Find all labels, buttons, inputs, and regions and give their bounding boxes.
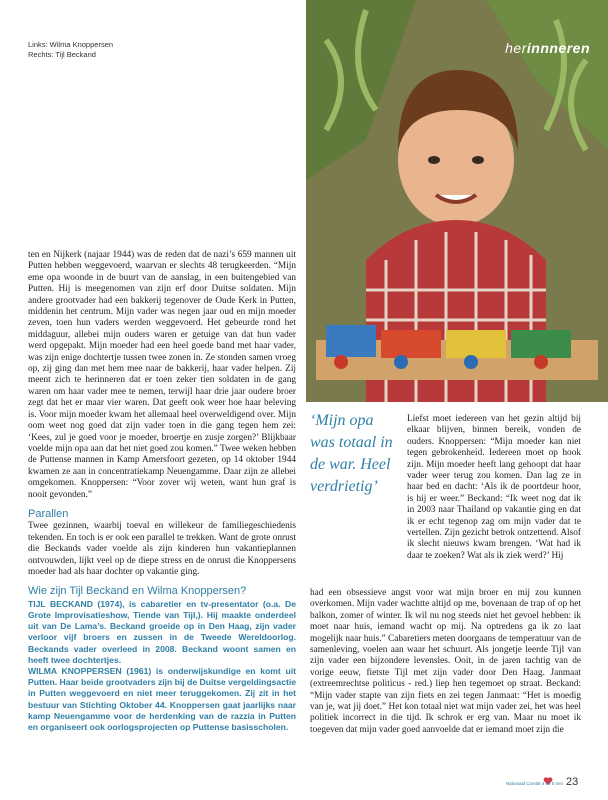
photo-caption <box>28 40 113 60</box>
article-right-column: Liefst moet iedereen van het gezin altijd bij elkaar blijven, binnen bereik, vonden de ouders. Knoppersen: “Mijn moeder kan niet tegen gebrokenheid. Iedereen moet op hook zijn. Mijn moeder heeft lang gehoopt dat haar vader weer terug zou komen. Dan lag ze in haar bed en dacht: ‘Als ik de poortdeur hoor, is hij er weer.” Beckand: “Ik weet nog dat ik in 2003 naar Thailand op vakantie ging en dat ik er echt tegenop zag om mijn vader dat te vertellen. Zijn gezicht betrok ontzettend. Alsof ik slecht nieuws kwam brengen. ‘Wat had ik daar te zoeken? Wat als ik ziek werd?’ Hij <box>407 414 581 561</box>
article-wide-column: had een obsessieve angst voor wat mijn broer en mij zou kunnen overkomen. Mijn vader wachtte altijd op me, bovenaan de trap of op het balkon, zomer of winter. Ik wil nu nog steeds niet het gevoel hebben: ik moet naar huis, iemand wacht op mij. Na optredens ga ik zo laat mogelijk naar huis.” Cabaretiers meten doorgaans de temperatuur van de samenleving, voelen aan waar het schuurt. Als jongetje leerde Tijl van zijn vader een bijzondere levensles. Ooit, in de jaren tachtig van de vorige eeuw, fietste Tijl met zijn vader door Den Haag. Janmaat (extreemrechtse politicus - red.) liep hen tegemoet op straat. Beckand: “Mijn vader stapte van zijn fiets en zei tegen Janmaat: “Het is moedig van je, wat jij doet.” Het kon totaal niet wat mijn vader zei, het was heel politiek incorrect in die tijd. Ik schrok er erg van. Maar nu moet ik toegeven dat mijn vader goed aanvoelde dat er iemand moet zijn die <box>310 588 581 735</box>
article-left-column <box>28 250 296 733</box>
section-label-bold: innneren <box>526 40 590 56</box>
subhead-bio: Wie zijn Tijl Beckand en Wilma Knoppersen? <box>28 585 247 598</box>
pull-quote: ‘Mijn opa was totaal in de war. Heel verdrietig’ <box>310 412 393 495</box>
footer-mark: Nationaal Comité 4 en 5 mei <box>506 781 563 786</box>
subhead-parallen: Parallen <box>28 507 69 520</box>
section-label <box>505 40 590 56</box>
caption-right: Rechts: Tijl Beckand <box>28 50 96 59</box>
page-number: 23 <box>566 776 579 788</box>
boy-illustration <box>306 0 608 402</box>
boy-photo <box>306 0 608 402</box>
caption-left: Links: Wilma Knoppersen <box>28 40 114 49</box>
article-paragraph-2: Twee gezinnen, waarbij toeval en willekeur de familiegeschiedenis tekenden. En toch is er ook een parallel te trekken. Want de grote onrust die Beckands vader voelde als zijn kinderen hun vakantieplannen ontvouwden, lijkt veel op de diepe stress en de onrust die Knoppersens moeder had als haar dochter op vakantie ging. <box>28 521 296 577</box>
bio-wilma-knoppersen: WILMA KNOPPERSEN (1961) is onderwijskundige en komt uit Putten. Haar beide grootvaders zijn bij de Duitse vergeldingsactie in Putten weggevoerd en niet meer teruggekomen. Zij zit in het bestuur van Stichting Oktober 44. Knoppersen gaat jaarlijks naar kamp Neuengamme voor de herdenking van de razzia in Putten en organiseert ook oorlogsprojecten op Puttense basisscholen. <box>28 666 296 733</box>
article-paragraph-1: ten en Nijkerk (najaar 1944) was de reden dat de nazi’s 659 mannen uit Putten hebben weggevoerd, waarvan er slechts 48 terugkeerden. “Mijn eme opa woonde in de buurt van de aanslag, in een buitengebied van Putten. Hij is meegenomen van zijn erf door Duitse soldaten. Mijn andere grootvader had een bakkerij tegenover de Oude Kerk in Putten, middenin het centrum. Mijn vader was negen jaar oud en mijn moeder zeven, toen hun vaders werden weggevoerd. Het gebeurde rond het middaguur, allebei mijn ouders waren er getuige van dat hun vader werd opgepakt. Mijn moeder had een heel goede band met haar vader, was zijn enige dochtertje tussen twee zonen in. Ze stonden samen vroeg op, zij ging dan met hem mee naar de bakkerij, haar vader helpen. Zij meent zich te herinneren dat er toen zeker tien soldaten in de gang waren om haar vader mee te nemen, terwijl haar drie jaar oudere broer zegt dat het er maar vier waren. Dat geeft ook weer hoe haar beleving is. Voor mijn moeder kwam het allemaal heel overweldigend over. Mijn oom weet nog goed dat zijn vader toen in die gang tegen hem zei: ‘Kees, zul je goed voor je moeder, broertje en zusje zorgen?’ Blijkbaar voelde mijn opa aan dat het niet goed zou komen.” Twee weken hebben de Puttense mannen in Kamp Amersfoort gezeten, op 14 oktober 1944 kwamen ze aan in concentratiekamp Neuengamme. Daar zijn ze allebei omgekomen. Knoppersen: “Voor zover wij weten, want hun graf is nooit gevonden.” <box>28 250 296 500</box>
bio-tijl-beckand: TIJL BECKAND (1974), is cabaretier en tv-presentator (o.a. De Grote Improvisatieshow, Tiende van Tijl,). Hij maakte onderdeel uit van De Lama’s. Beckand groeide op in Den Haag, zijn vader verloor vijf broers en zussen in de Tweede Wereldoorlog. Beckands vader overleed in 2008. Beckand woont samen en heeft twee dochtertjes. <box>28 598 296 665</box>
section-label-light: her <box>505 40 527 56</box>
